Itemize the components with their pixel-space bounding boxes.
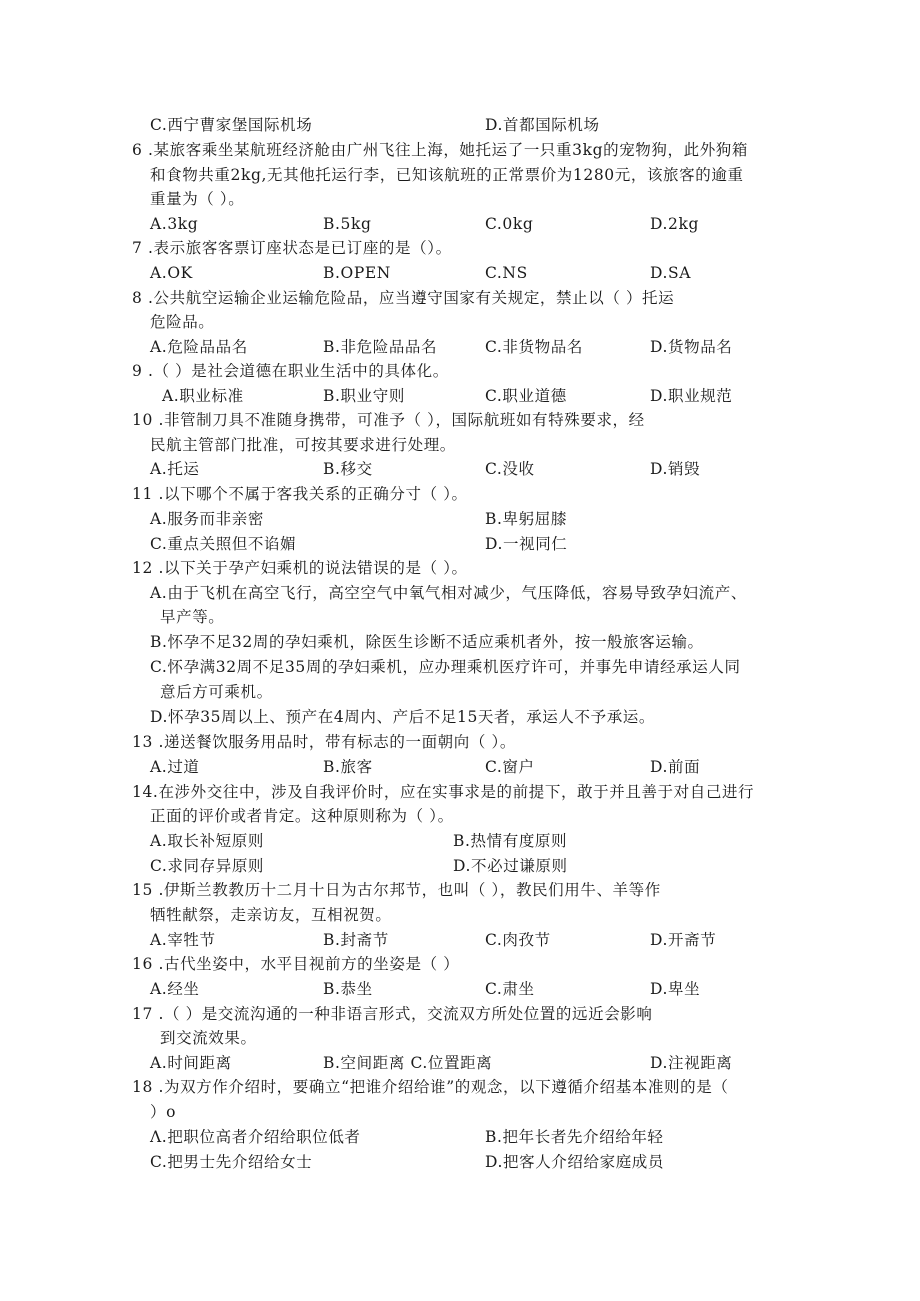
q7-option-b: B.OPEN xyxy=(323,264,391,282)
q10-option-c: C.没收 xyxy=(485,460,535,478)
q10-text-line-1: 10 .非管制刀具不准随身携带，可准予（ ），国际航班如有特殊要求，经 xyxy=(132,411,645,429)
q18-text-line-1: 18 .为双方作介绍时，要确立“把谁介绍给谁”的观念，以下遵循介绍基本准则的是（ xyxy=(132,1078,729,1096)
q12-option-b: B.怀孕不足32周的孕妇乘机，除医生诊断不适应乘机者外，按一般旅客运输。 xyxy=(150,633,704,651)
q6-text-line-2: 和食物共重2kg,无其他托运行李，已知该航班的正常票价为1280元，该旅客的逾重 xyxy=(150,166,744,184)
q5-option-d: D.首都国际机场 xyxy=(485,116,600,134)
q6-text-line-3: 重量为（ ）。 xyxy=(150,190,245,208)
q13-option-a: A.过道 xyxy=(150,758,200,776)
q18-option-b: B.把年长者先介绍给年轻 xyxy=(485,1128,664,1146)
q17-text-line-1: 17 .（ ）是交流沟通的一种非语言形式，交流双方所处位置的远近会影响 xyxy=(132,1005,653,1023)
q18-option-a: Λ.把职位高者介绍给职位低者 xyxy=(150,1128,361,1146)
q7-option-c: C.NS xyxy=(485,264,528,282)
q8-option-a: A.危险品品名 xyxy=(150,338,248,356)
q8-text-line-2: 危险品。 xyxy=(150,313,215,331)
q11-option-c: C.重点关照但不谄媚 xyxy=(150,535,297,553)
q15-option-b: B.封斋节 xyxy=(323,931,389,949)
q10-text-line-2: 民航主管部门批准，可按其要求进行处理。 xyxy=(150,436,456,454)
q18-option-d: D.把客人介绍给家庭成员 xyxy=(485,1153,665,1171)
q12-option-a-line-2: 早产等。 xyxy=(160,608,225,626)
q11-option-d: D.一视同仁 xyxy=(485,535,568,553)
q12-option-c-line-2: 意后方可乘机。 xyxy=(160,683,273,701)
q13-text-line-1: 13 .递送餐饮服务用品时，带有标志的一面朝向（ ）。 xyxy=(132,733,516,751)
q17-option-d: D.注视距离 xyxy=(650,1054,733,1072)
q16-option-b: B.恭坐 xyxy=(323,980,373,998)
q7-text-line-1: 7 .表示旅客客票订座状态是已订座的是（）。 xyxy=(132,239,452,257)
q11-option-b: B.卑躬屈膝 xyxy=(485,510,567,528)
q8-option-b: B.非危险品品名 xyxy=(323,338,438,356)
q8-option-d: D.货物品名 xyxy=(650,338,733,356)
q9-option-b: B.职业守则 xyxy=(323,387,405,405)
q15-option-c: C.肉孜节 xyxy=(485,931,551,949)
q17-option-a: A.时间距离 xyxy=(150,1054,232,1072)
q14-text-line-1: 14.在涉外交往中，涉及自我评价时，应在实事求是的前提下，敢于并且善于对自己进行 xyxy=(132,783,755,801)
q18-text-line-2: ）o xyxy=(150,1103,177,1121)
q12-option-c-line-1: C.怀孕满32周不足35周的孕妇乘机，应办理乘机医疗许可，并事先申请经承运人同 xyxy=(150,658,741,676)
q17-option-b-c: B.空间距离 C.位置距离 xyxy=(323,1054,493,1072)
q8-option-c: C.非货物品名 xyxy=(485,338,583,356)
q7-option-a: A.OK xyxy=(150,264,193,282)
q9-text-line-1: 9 .（ ）是社会道德在职业生活中的具体化。 xyxy=(132,362,449,380)
q14-option-c: C.求同存异原则 xyxy=(150,857,265,875)
q16-option-a: A.经坐 xyxy=(150,980,200,998)
q6-text-line-1: 6 .某旅客乘坐某航班经济舱由广州飞往上海，她托运了一只重3kg的宠物狗，此外狗箱 xyxy=(132,141,748,159)
q12-option-d: D.怀孕35周以上、预产在4周内、产后不足15天者，承运人不予承运。 xyxy=(150,708,656,726)
q17-text-line-2: 到交流效果。 xyxy=(160,1029,257,1047)
q9-option-c: C.职业道德 xyxy=(485,387,567,405)
q7-option-d: D.SA xyxy=(650,264,692,282)
q6-option-d: D.2kg xyxy=(650,215,699,233)
q12-text-line-1: 12 .以下关于孕产妇乘机的说法错误的是（ ）。 xyxy=(132,559,468,577)
q8-text-line-1: 8 .公共航空运输企业运输危险品，应当遵守国家有关规定，禁止以（ ）托运 xyxy=(132,289,675,307)
q15-text-line-1: 15 .伊斯兰教教历十二月十日为古尔邦节，也叫（ ），教民们用牛、羊等作 xyxy=(132,881,661,899)
q16-option-d: D.卑坐 xyxy=(650,980,701,998)
q10-option-a: A.托运 xyxy=(150,460,200,478)
q10-option-b: B.移交 xyxy=(323,460,373,478)
q6-option-a: A.3kg xyxy=(150,215,199,233)
q13-option-c: C.窗户 xyxy=(485,758,535,776)
q15-option-a: A.宰牲节 xyxy=(150,931,216,949)
q5-option-c: C.西宁曹家堡国际机场 xyxy=(150,116,313,134)
q6-option-b: B.5kg xyxy=(323,215,372,233)
q13-option-b: B.旅客 xyxy=(323,758,373,776)
q12-option-a-line-1: A.由于飞机在高空飞行，高空空气中氧气相对减少，气压降低，容易导致孕妇流产、 xyxy=(150,584,747,602)
q14-option-a: A.取长补短原则 xyxy=(150,832,264,850)
q11-option-a: A.服务而非亲密 xyxy=(150,510,264,528)
q16-text-line-1: 16 .古代坐姿中，水平目视前方的坐姿是（ ） xyxy=(132,955,460,973)
q6-option-c: C.0kg xyxy=(485,215,534,233)
q15-option-d: D.开斋节 xyxy=(650,931,717,949)
q13-option-d: D.前面 xyxy=(650,758,701,776)
q14-text-line-2: 正面的评价或者肯定。这种原则称为（ ）。 xyxy=(150,807,454,825)
q9-option-d: D.职业规范 xyxy=(650,387,733,405)
q10-option-d: D.销毁 xyxy=(650,460,701,478)
q16-option-c: C.肃坐 xyxy=(485,980,535,998)
q14-option-d: D.不必过谦原则 xyxy=(453,857,568,875)
q9-option-a: A.职业标准 xyxy=(162,387,244,405)
q14-option-b: B.热情有度原则 xyxy=(453,832,568,850)
q11-text-line-1: 11 .以下哪个不属于客我关系的正确分寸（ ）。 xyxy=(132,485,468,503)
q18-option-c: C.把男士先介绍给女士 xyxy=(150,1153,313,1171)
q15-text-line-2: 牺牲献祭，走亲访友，互相祝贺。 xyxy=(150,906,392,924)
